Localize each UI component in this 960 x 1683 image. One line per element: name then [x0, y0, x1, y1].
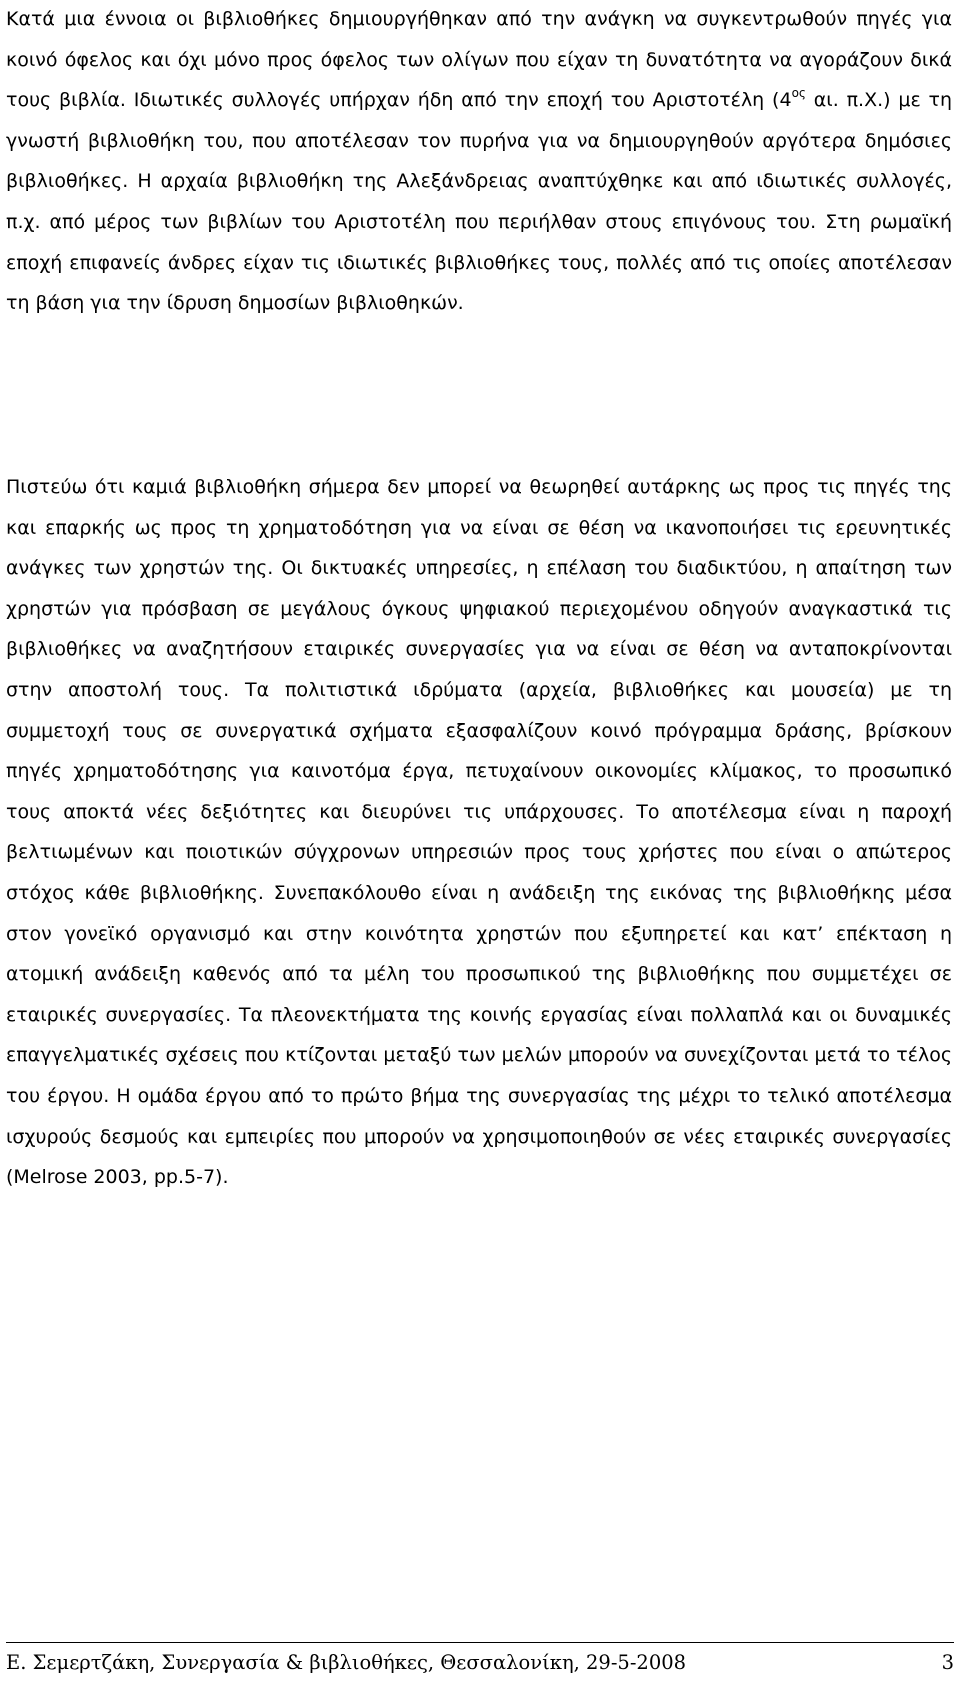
page-footer [6, 1642, 954, 1683]
ordinal-superscript: ος [791, 86, 806, 101]
footer-text: Ε. Σεμερτζάκη, Συνεργασία & βιβλιοθήκες, Θεσσαλονίκη, 29-5-2008 [6, 1651, 687, 1674]
paragraph-1 [6, 0, 952, 324]
page-number: 3 [941, 1651, 954, 1674]
paragraph-1-text-a: Κατά μια έννοια οι βιβλιοθήκες δημιουργήθηκαν από την ανάγκη να συγκεντρωθούν πηγές για κοινό όφελος και όχι μόνο προς όφελος των ολίγων που είχαν τη δυνατότητα να αγοράζουν δικά τους βιβλία. Ιδιωτικές συλλογές υπήρχαν ήδη από την εποχή του Αριστοτέλη (4 [6, 8, 952, 112]
paragraph-1-text-b: αι. π.Χ.) με τη γνωστή βιβλιοθήκη του, που αποτέλεσαν τον πυρήνα για να δημιουργηθούν αργότερα δημόσιες βιβλιοθήκες. Η αρχαία βιβλιοθήκη της Αλεξάνδρειας αναπτύχθηκε και από ιδιωτικές συλλογές, π.χ. από μέρος των βιβλίων του Αριστοτέλη που περιήλθαν στους επιγόνους του. Στη ρωμαϊκή εποχή επιφανείς άνδρες είχαν τις ιδιωτικές βιβλιοθήκες τους, πολλές από τις οποίες αποτέλεσαν τη βάση για την ίδρυση δημοσίων βιβλιοθηκών. [6, 89, 953, 315]
paragraph-2: Πιστεύω ότι καμιά βιβλιοθήκη σήμερα δεν μπορεί να θεωρηθεί αυτάρκης ως προς τις πηγές της και επαρκής ως προς τη χρηματοδότηση για να είναι σε θέση να ικανοποιήσει τις ερευνητικές ανάγκες των χρηστών της. Οι δικτυακές υπηρεσίες, η επέλαση του διαδικτύου, η απαίτηση των χρηστών για πρόσβαση σε μεγάλους όγκους ψηφιακού περιεχομένου οδηγούν αναγκαστικά τις βιβλιοθήκες να αναζητήσουν εταιρικές συνεργασίες για να είναι σε θέση να ανταποκρίνονται στην αποστολή τους. Τα πολιτιστικά ιδρύματα (αρχεία, βιβλιοθήκες και μουσεία) με τη συμμετοχή τους σε συνεργατικά σχήματα εξασφαλίζουν κοινό πρόγραμμα δράσης, βρίσκουν πηγές χρηματοδότησης για καινοτόμα έργα, πετυχαίνουν οικονομίες κλίμακος, το προσωπικό τους αποκτά νέες δεξιότητες και διευρύνει τις υπάρχουσες. Το αποτέλεσμα είναι η παροχή βελτιωμένων και ποιοτικών σύγχρονων υπηρεσιών προς τους χρήστες που είναι ο απώτερος στόχος κάθε βιβλιοθήκης. Συνεπακόλουθο είναι η ανάδειξη της εικόνας της βιβλιοθήκης μέσα στον γονεϊκό οργανισμό και στην κοινότητα χρηστών που εξυπηρετεί και κατ’ επέκταση η ατομική ανάδειξη καθενός από τα μέλη του προσωπικού της βιβλιοθήκης που συμμετέχει σε εταιρικές συνεργασίες. Τα πλεονεκτήματα της κοινής εργασίας είναι πολλαπλά και οι δυναμικές επαγγελματικές σχέσεις που κτίζονται μεταξύ των μελών μπορούν να συνεχίζονται μετά το τέλος του έργου. Η ομάδα έργου από το πρώτο βήμα της συνεργασίας της μέχρι το τελικό αποτέλεσμα ισχυρούς δεσμούς και εμπειρίες που μπορούν να χρησιμοποιηθούν σε νέες εταιρικές συνεργασίες (Melrose 2003, pp.5-7). [6, 476, 952, 1189]
document-page [6, 0, 952, 1682]
